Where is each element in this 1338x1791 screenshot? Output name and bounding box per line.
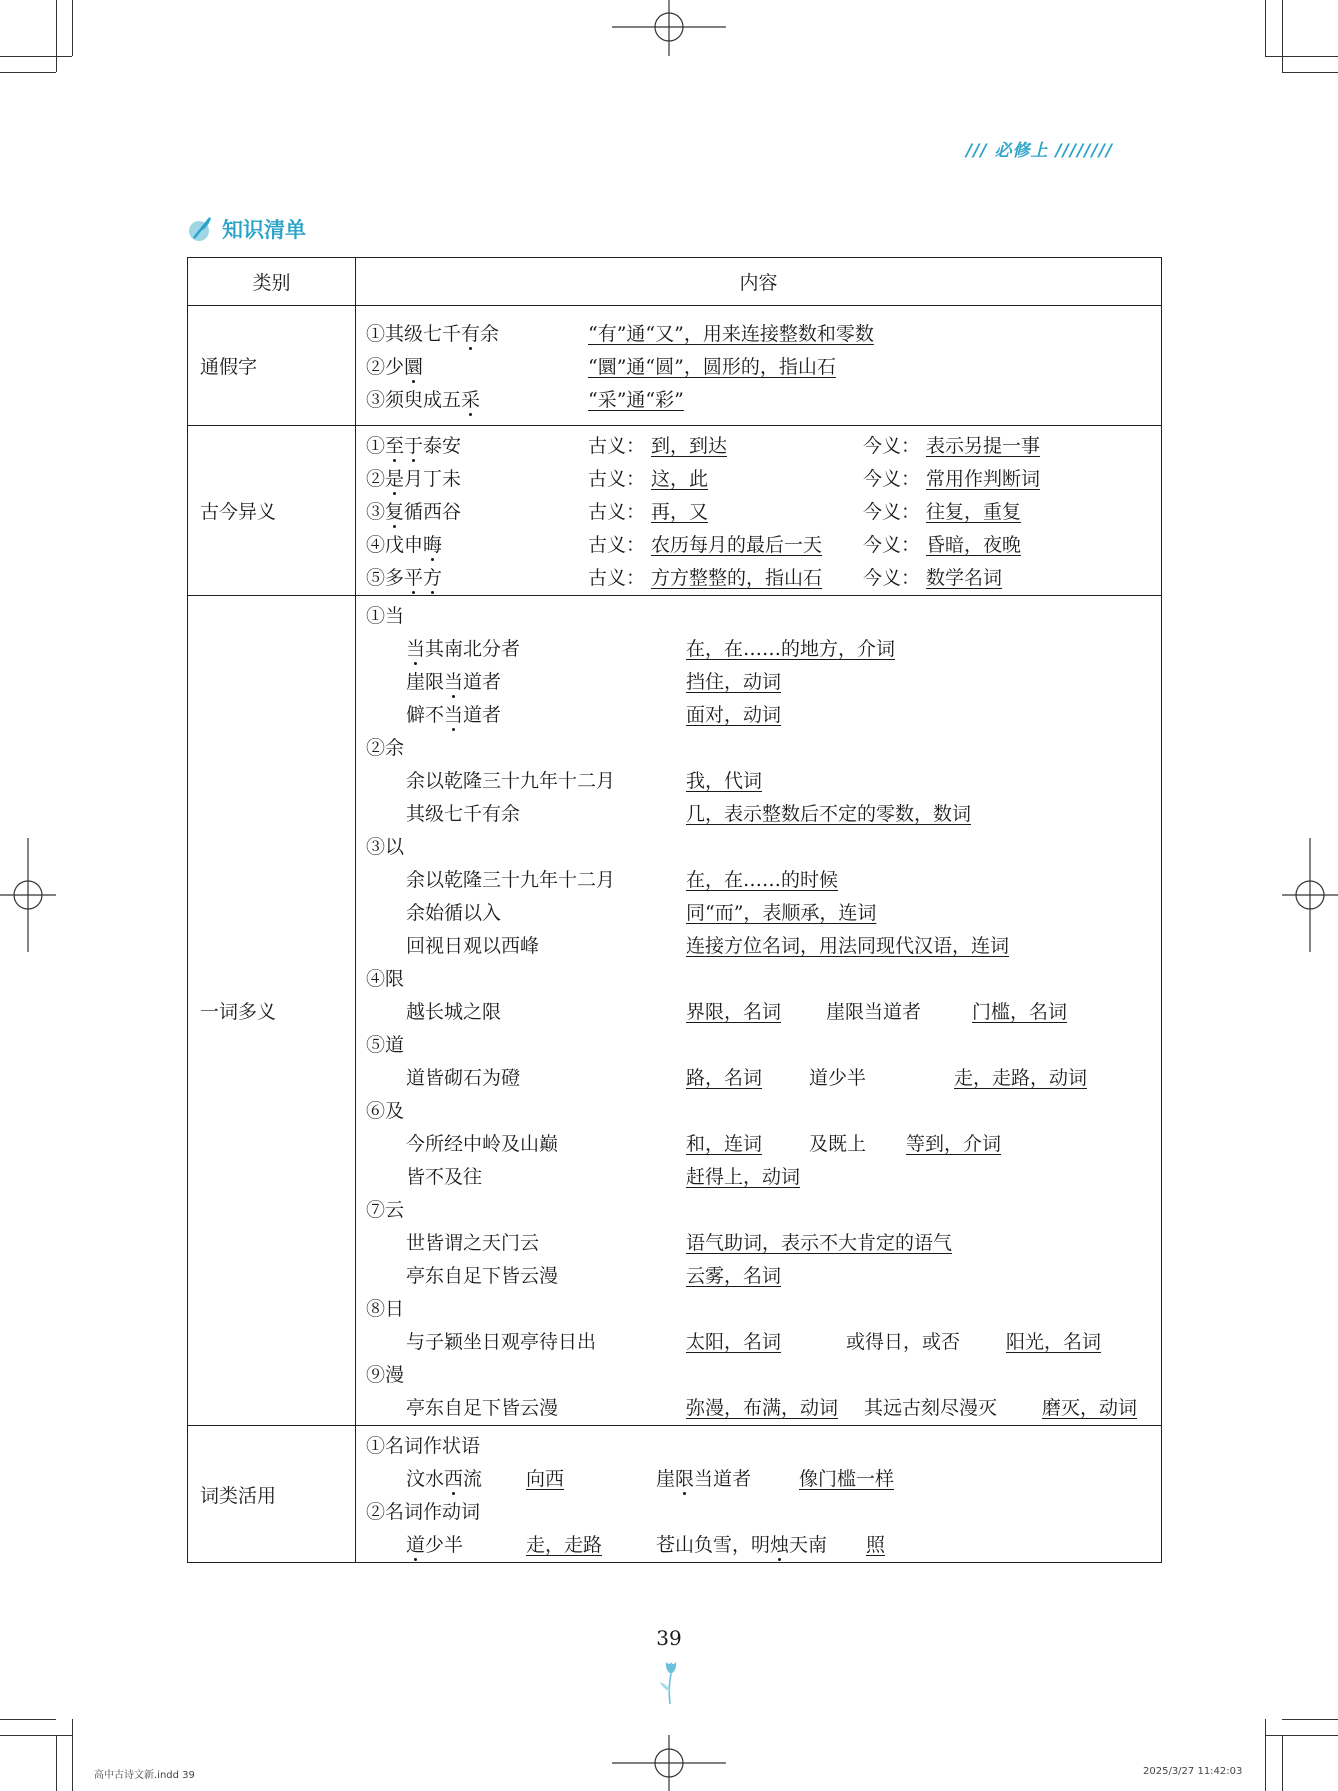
- item-phrase: ③复循西谷: [366, 501, 462, 523]
- item-meaning: 太阳，名词: [686, 1331, 782, 1353]
- item-meaning: 弥漫，布满，动词: [686, 1397, 839, 1419]
- jin-label: 今义：: [863, 435, 921, 457]
- item-meaning-2: 像门槛一样: [799, 1468, 895, 1490]
- gu-meaning: 再，又: [651, 501, 709, 523]
- knowledge-table: [187, 257, 1162, 1563]
- timestamp: 2025/3/27 11:42:03: [1143, 1766, 1243, 1777]
- file-info: 高中古诗文新.indd 39: [94, 1770, 195, 1781]
- item-phrase: ②是月丁未: [366, 468, 462, 490]
- registration-mark-right: [1282, 838, 1338, 952]
- content-huoyong: [356, 1426, 1162, 1563]
- table-row: [188, 426, 1162, 596]
- item-phrase: ②少圜: [366, 356, 424, 378]
- list-item: [366, 1258, 1151, 1291]
- item-meaning-2: 走，走路，动词: [954, 1067, 1088, 1089]
- item-phrase: 崖限当道者: [406, 671, 502, 693]
- item-phrase: 其级七千有余: [406, 803, 521, 825]
- item-meaning: 向西: [526, 1468, 565, 1490]
- jin-label: 今义：: [863, 501, 921, 523]
- category-huoyong: 词类活用: [188, 1426, 356, 1563]
- item-phrase-2: 道少半: [809, 1067, 867, 1089]
- list-item: [366, 1126, 1151, 1159]
- jin-meaning: 表示另提一事: [926, 435, 1041, 457]
- table-row: [188, 596, 1162, 1426]
- item-phrase: 与子颖坐日观亭待日出: [406, 1331, 597, 1353]
- item-phrase: 僻不当道者: [406, 704, 502, 726]
- gu-meaning: 到，到达: [651, 435, 728, 457]
- jin-label: 今义：: [863, 567, 921, 589]
- item-explanation: “有”通“又”，用来连接整数和零数: [588, 323, 874, 345]
- item-meaning: 云雾，名词: [686, 1265, 782, 1287]
- item-phrase: 道少半: [406, 1534, 464, 1556]
- item-phrase-2: 或得日，或否: [846, 1331, 961, 1353]
- crop-mark: [1282, 1719, 1338, 1720]
- running-header: /// 必修上 ////////: [966, 141, 1114, 161]
- list-item: [366, 316, 1151, 349]
- item-meaning: 在，在……的地方，介词: [686, 638, 896, 660]
- crop-mark: [56, 0, 57, 72]
- item-phrase: ①至于泰安: [366, 435, 462, 457]
- item-meaning-2: 磨灭，动词: [1042, 1397, 1138, 1419]
- crop-mark: [1282, 72, 1338, 73]
- group-head: ⑥及: [366, 1100, 405, 1122]
- item-phrase: 亭东自足下皆云漫: [406, 1397, 559, 1419]
- item-phrase: 当其南北分者: [406, 638, 521, 660]
- list-item: [366, 1324, 1151, 1357]
- gu-label: 古义：: [588, 501, 646, 523]
- content-gujin: [356, 426, 1162, 596]
- item-meaning-2: 门槛，名词: [972, 1001, 1068, 1023]
- list-item: [366, 862, 1151, 895]
- jin-meaning: 数学名词: [926, 567, 1003, 589]
- crop-mark: [72, 0, 73, 56]
- registration-mark-top: [612, 0, 726, 56]
- item-phrase: 余以乾隆三十九年十二月: [406, 869, 616, 891]
- gu-meaning: 这，此: [651, 468, 709, 490]
- item-phrase: 世皆谓之天门云: [406, 1232, 540, 1254]
- list-item: [366, 349, 1151, 382]
- jin-label: 今义：: [863, 534, 921, 556]
- list-item: [366, 560, 1151, 593]
- item-meaning: 和，连词: [686, 1133, 763, 1155]
- crop-mark: [0, 56, 72, 57]
- gu-label: 古义：: [588, 567, 646, 589]
- item-meaning: 挡住，动词: [686, 671, 782, 693]
- list-item: [366, 763, 1151, 796]
- item-meaning-2: 阳光，名词: [1006, 1331, 1102, 1353]
- group-head: ①当: [366, 605, 405, 627]
- content-tongjiazi: [356, 306, 1162, 426]
- item-phrase: 亭东自足下皆云漫: [406, 1265, 559, 1287]
- column-header-content: 内容: [356, 258, 1162, 306]
- section-title: 知识清单: [222, 218, 306, 242]
- gu-meaning: 方方整整的，指山石: [651, 567, 823, 589]
- item-meaning: 面对，动词: [686, 704, 782, 726]
- crop-mark: [1282, 1735, 1283, 1791]
- list-item: [366, 1060, 1151, 1093]
- item-meaning: 路，名词: [686, 1067, 763, 1089]
- item-phrase: ①其级七千有余: [366, 323, 500, 345]
- item-phrase: 越长城之限: [406, 1001, 502, 1023]
- crop-mark: [0, 1735, 72, 1736]
- item-phrase: 余以乾隆三十九年十二月: [406, 770, 616, 792]
- list-item: [366, 1390, 1151, 1423]
- item-meaning-2: 等到，介词: [906, 1133, 1002, 1155]
- table-header-row: [188, 258, 1162, 306]
- gu-label: 古义：: [588, 468, 646, 490]
- crop-mark: [72, 1719, 73, 1791]
- category-gujin: 古今异义: [188, 426, 356, 596]
- item-phrase-2: 崖限当道者: [826, 1001, 922, 1023]
- crop-mark: [1265, 1735, 1338, 1736]
- registration-mark-bottom: [612, 1735, 726, 1791]
- group-head: ③以: [366, 836, 405, 858]
- content-duoyi: [356, 596, 1162, 1426]
- table-row: [188, 306, 1162, 426]
- list-item: [366, 527, 1151, 560]
- feather-pen-icon: [186, 214, 216, 244]
- item-phrase: ③须臾成五采: [366, 389, 481, 411]
- list-item: [366, 994, 1151, 1027]
- group-head: ②余: [366, 737, 405, 759]
- item-meaning: 在，在……的时候: [686, 869, 839, 891]
- table-row: [188, 1426, 1162, 1563]
- list-item: [366, 461, 1151, 494]
- item-phrase: 回视日观以西峰: [406, 935, 540, 957]
- crop-mark: [1265, 56, 1338, 57]
- column-header-category: 类别: [188, 258, 356, 306]
- group-head: ⑦云: [366, 1199, 405, 1221]
- list-item: [366, 1461, 1151, 1494]
- group-head: ①名词作状语: [366, 1435, 481, 1457]
- list-item: [366, 796, 1151, 829]
- list-item: [366, 494, 1151, 527]
- list-item: [366, 664, 1151, 697]
- list-item: [366, 428, 1151, 461]
- category-duoyi: 一词多义: [188, 596, 356, 1426]
- item-phrase: ④戊申晦: [366, 534, 443, 556]
- group-head: ⑧日: [366, 1298, 405, 1320]
- list-item: [366, 1159, 1151, 1192]
- crop-mark: [0, 72, 56, 73]
- flower-icon: [654, 1658, 686, 1706]
- list-item: [366, 1527, 1151, 1560]
- item-meaning: 走，走路: [526, 1534, 603, 1556]
- crop-mark: [0, 1719, 56, 1720]
- item-meaning-2: 照: [866, 1534, 886, 1556]
- item-meaning: 几，表示整数后不定的零数，数词: [686, 803, 972, 825]
- item-phrase: 汶水西流: [406, 1468, 483, 1490]
- item-phrase: 皆不及往: [406, 1166, 483, 1188]
- registration-mark-left: [0, 838, 56, 952]
- list-item: [366, 382, 1151, 415]
- item-meaning: 语气助词，表示不大肯定的语气: [686, 1232, 953, 1254]
- item-phrase-2: 及既上: [809, 1133, 867, 1155]
- crop-mark: [1265, 1719, 1266, 1791]
- item-phrase: 道皆砌石为磴: [406, 1067, 521, 1089]
- item-meaning: 赶得上，动词: [686, 1166, 801, 1188]
- page-number: 39: [656, 1626, 682, 1650]
- category-tongjiazi: 通假字: [188, 306, 356, 426]
- item-phrase: 余始循以入: [406, 902, 502, 924]
- crop-mark: [1282, 0, 1283, 72]
- item-meaning: 我，代词: [686, 770, 763, 792]
- list-item: [366, 631, 1151, 664]
- item-explanation: “采”通“彩”: [588, 389, 684, 411]
- crop-mark: [1265, 0, 1266, 56]
- gu-meaning: 农历每月的最后一天: [651, 534, 823, 556]
- list-item: [366, 1225, 1151, 1258]
- group-head: ⑤道: [366, 1034, 405, 1056]
- list-item: [366, 895, 1151, 928]
- jin-meaning: 昏暗，夜晚: [926, 534, 1022, 556]
- jin-meaning: 往复，重复: [926, 501, 1022, 523]
- group-head: ④限: [366, 968, 405, 990]
- item-meaning: 同“而”，表顺承，连词: [686, 902, 877, 924]
- item-meaning: 界限，名词: [686, 1001, 782, 1023]
- group-head: ②名词作动词: [366, 1501, 481, 1523]
- crop-mark: [56, 1735, 57, 1791]
- list-item: [366, 928, 1151, 961]
- section-heading: [186, 212, 306, 246]
- item-phrase: ⑤多平方: [366, 567, 443, 589]
- item-phrase-2: 其远古刻尽漫灭: [864, 1397, 998, 1419]
- item-phrase-2: 崖限当道者: [656, 1468, 752, 1490]
- jin-label: 今义：: [863, 468, 921, 490]
- group-head: ⑨漫: [366, 1364, 405, 1386]
- list-item: [366, 697, 1151, 730]
- gu-label: 古义：: [588, 534, 646, 556]
- item-explanation: “圜”通“圆”，圆形的，指山石: [588, 356, 836, 378]
- jin-meaning: 常用作判断词: [926, 468, 1041, 490]
- item-phrase: 今所经中岭及山巅: [406, 1133, 559, 1155]
- item-phrase-2: 苍山负雪，明烛天南: [656, 1534, 828, 1556]
- item-meaning: 连接方位名词，用法同现代汉语，连词: [686, 935, 1010, 957]
- gu-label: 古义：: [588, 435, 646, 457]
